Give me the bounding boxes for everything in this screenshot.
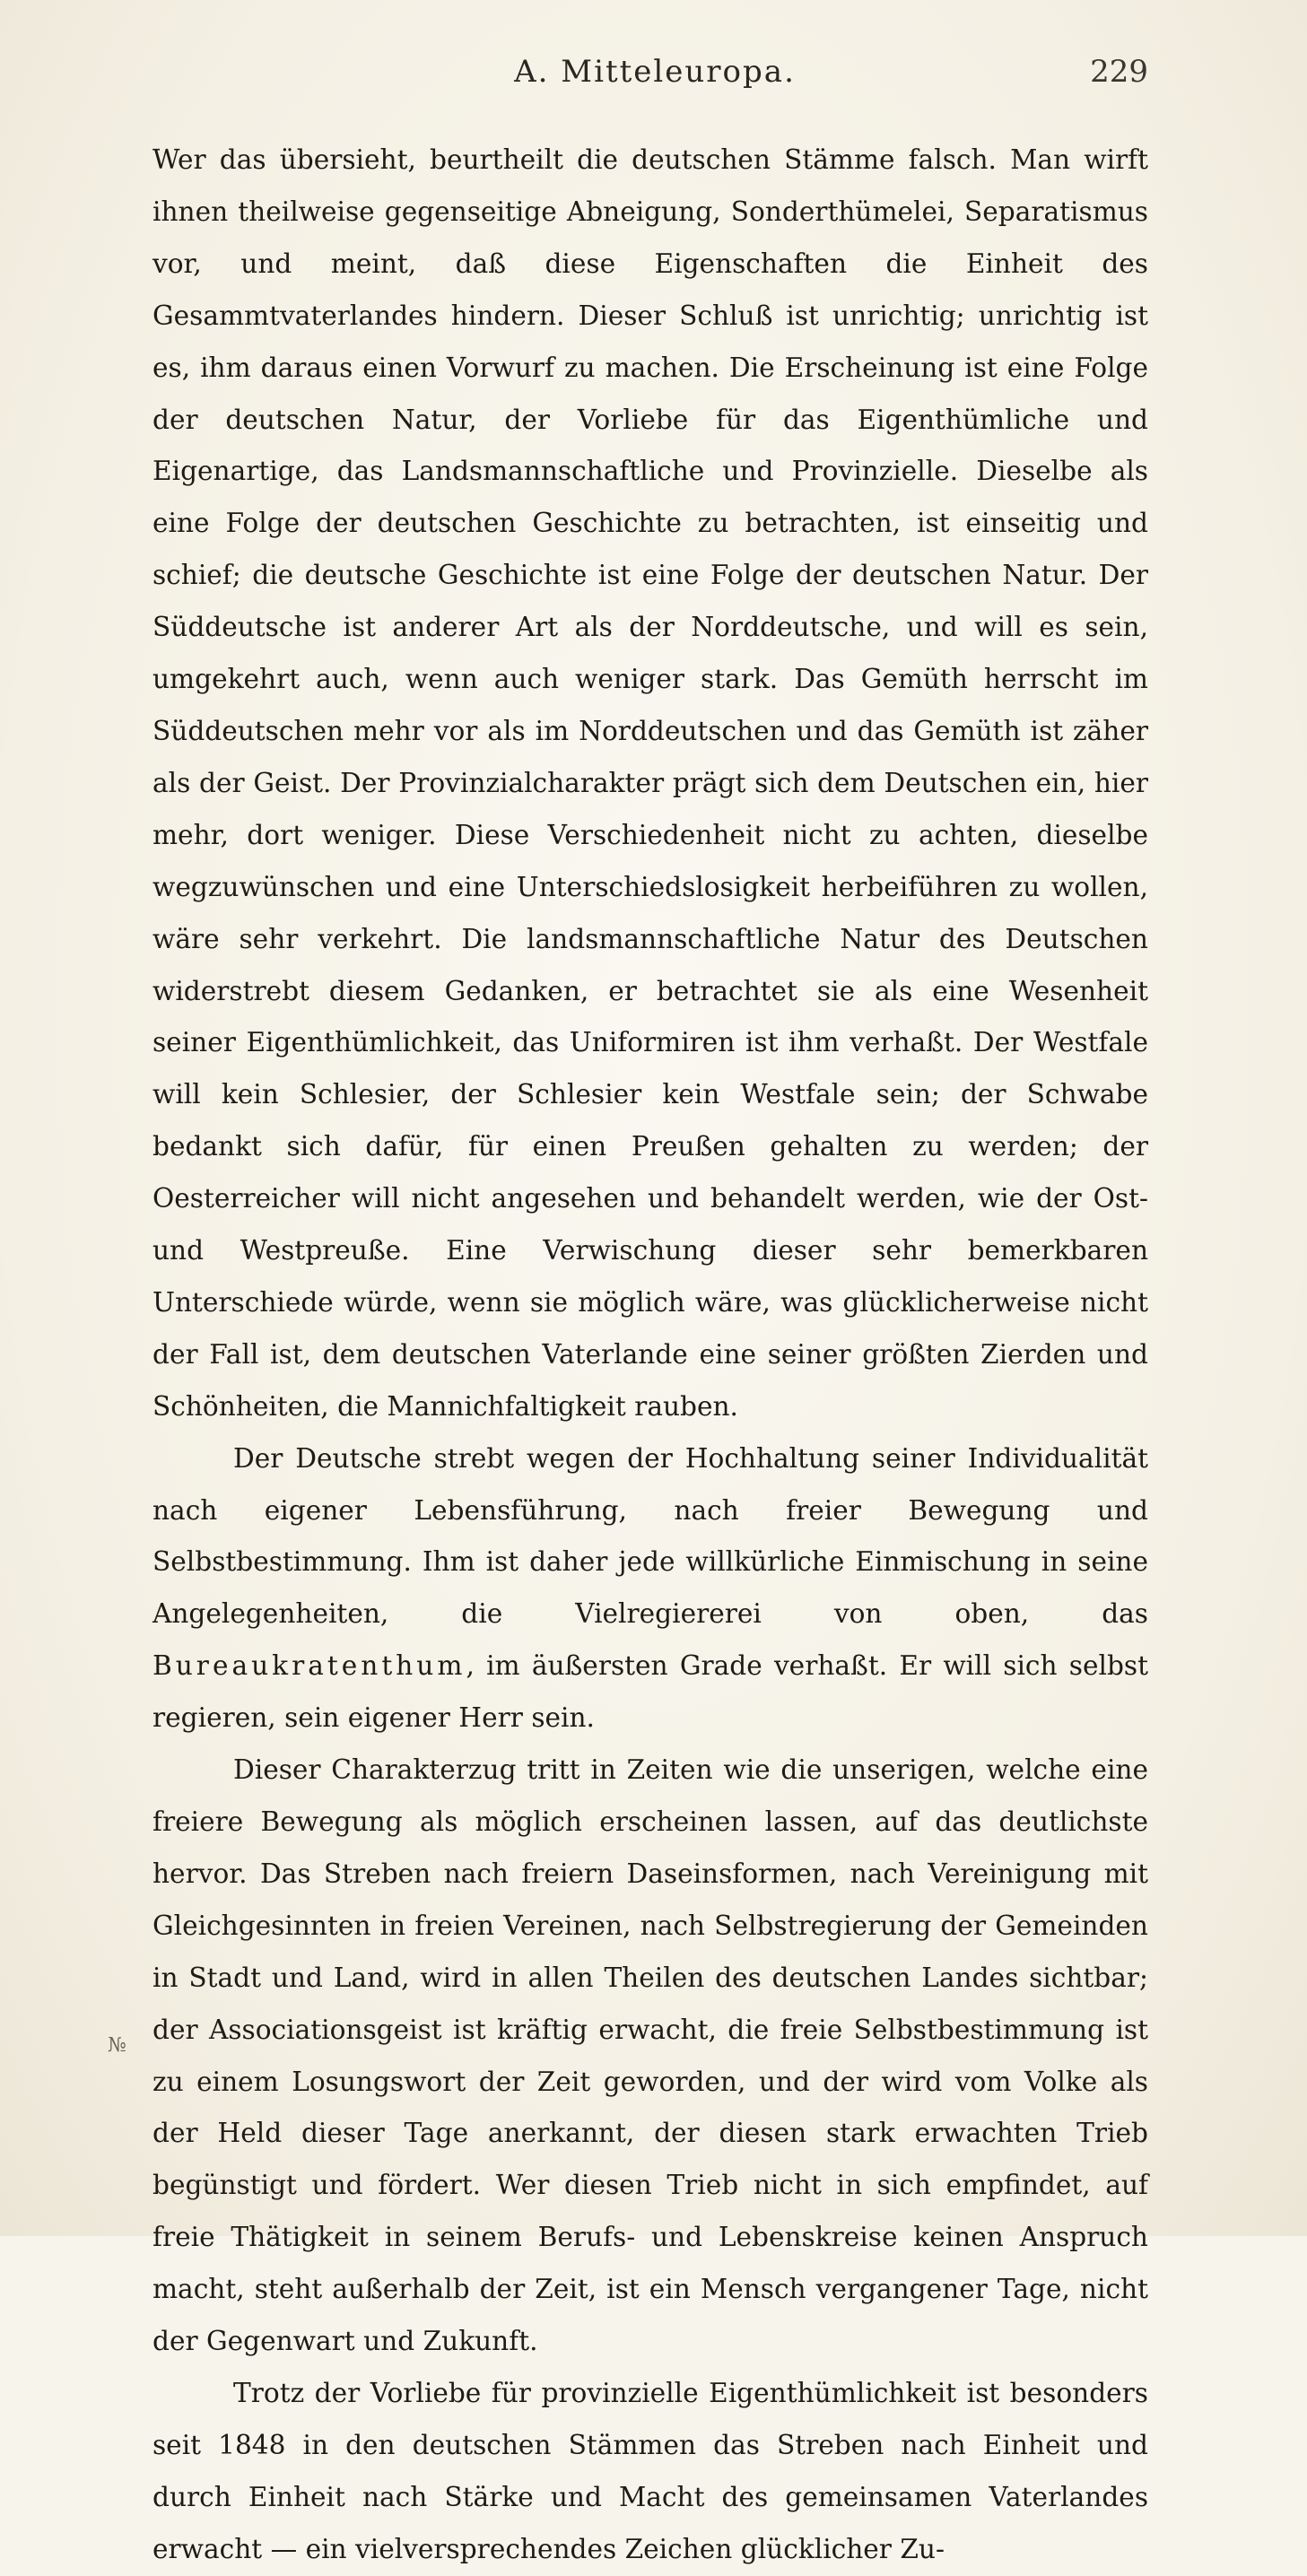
paragraph-2-text-b: , im äußersten Grade verhaßt. Er will sich selbst regieren, sein eigener Herr sein. (152, 1650, 1148, 1734)
paragraph-4: Trotz der Vorliebe für provinzielle Eigenthümlichkeit ist besonders seit 1848 in den deutschen Stämmen das Streben nach Einheit und durch Einheit nach Stärke und Macht des gemeinsamen Vaterlandes erwacht — ein vielversprechendes Zeichen glücklicher Zu- (152, 2377, 1148, 2564)
paragraph-2-emphasis: Bureaukratenthum (152, 1650, 466, 1682)
paragraph-2 (152, 1433, 1148, 1745)
margin-pencil-mark: № (108, 2034, 126, 2057)
paragraph-1: Wer das übersieht, beurtheilt die deutschen Stämme falsch. Man wirft ihnen theilweise gegenseitige Abneigung, Sonderthümelei, Separatismus vor, und meint, daß diese Eigenschaften die Einheit des Gesammtvaterlandes hindern. Dieser Schluß ist unrichtig; unrichtig ist es, ihm daraus einen Vorwurf zu machen. Die Erscheinung ist eine Folge der deutschen Natur, der Vorliebe für das Eigenthümliche und Eigenartige, das Landsmannschaftliche und Provinzielle. Dieselbe als eine Folge der deutschen Geschichte zu betrachten, ist einseitig und schief; die deutsche Geschichte ist eine Folge der deutschen Natur. Der Süddeutsche ist anderer Art als der Norddeutsche, und will es sein, umgekehrt auch, wenn auch weniger stark. Das Gemüth herrscht im Süddeutschen mehr vor als im Norddeutschen und das Gemüth ist zäher als der Geist. Der Provinzialcharakter prägt sich dem Deutschen ein, hier mehr, dort weniger. Diese Verschiedenheit nicht zu achten, dieselbe wegzuwünschen und eine Unterschiedslosigkeit herbeiführen zu wollen, wäre sehr verkehrt. Die landsmannschaftliche Natur des Deutschen widerstrebt diesem Gedanken, er betrachtet sie als eine Wesenheit seiner Eigenthümlichkeit, das Uniformiren ist ihm verhaßt. Der Westfale will kein Schlesier, der Schlesier kein Westfale sein; der Schwabe bedankt sich dafür, für einen Preußen gehalten zu werden; der Oesterreicher will nicht angesehen und behandelt werden, wie der Ost- und Westpreuße. Eine Verwischung dieser sehr bemerkbaren Unterschiede würde, wenn sie möglich wäre, was glücklicherweise nicht der Fall ist, dem deutschen Vaterlande eine seiner größten Zierden und Schönheiten, die Mannichfaltigkeit rauben. (152, 144, 1148, 1422)
paragraph-3: Dieser Charakterzug tritt in Zeiten wie die unserigen, welche eine freiere Bewegung als möglich erscheinen lassen, auf das deutlichste hervor. Das Streben nach freiern Daseinsformen, nach Vereinigung mit Gleichgesinnten in freien Vereinen, nach Selbstregierung der Gemeinden in Stadt und Land, wird in allen Theilen des deutschen Landes sichtbar; der Associationsgeist ist kräftig erwacht, die freie Selbstbestimmung ist zu einem Losungswort der Zeit geworden, und der wird vom Volke als der Held dieser Tage anerkannt, der diesen stark erwachten Trieb begünstigt und fördert. Wer diesen Trieb nicht in sich empfindet, auf freie Thätigkeit in seinem Berufs- und Lebenskreise keinen Anspruch macht, steht außerhalb der Zeit, ist ein Mensch vergangener Tage, nicht der Gegenwart und Zukunft. (152, 1754, 1148, 2357)
page-header (161, 54, 1148, 99)
body-text (152, 135, 1148, 2576)
paragraph-2-text-a: Der Deutsche strebt wegen der Hochhaltung seiner Individualität nach eigener Lebensführung, nach freier Bewegung und Selbstbestimmung. Ihm ist daher jede willkürliche Einmischung in seine Angelegenheiten, die Vielregiererei von oben, das (152, 1442, 1148, 1630)
page-number: 229 (1090, 54, 1148, 90)
running-head: A. Mitteleuropa. (514, 54, 796, 90)
